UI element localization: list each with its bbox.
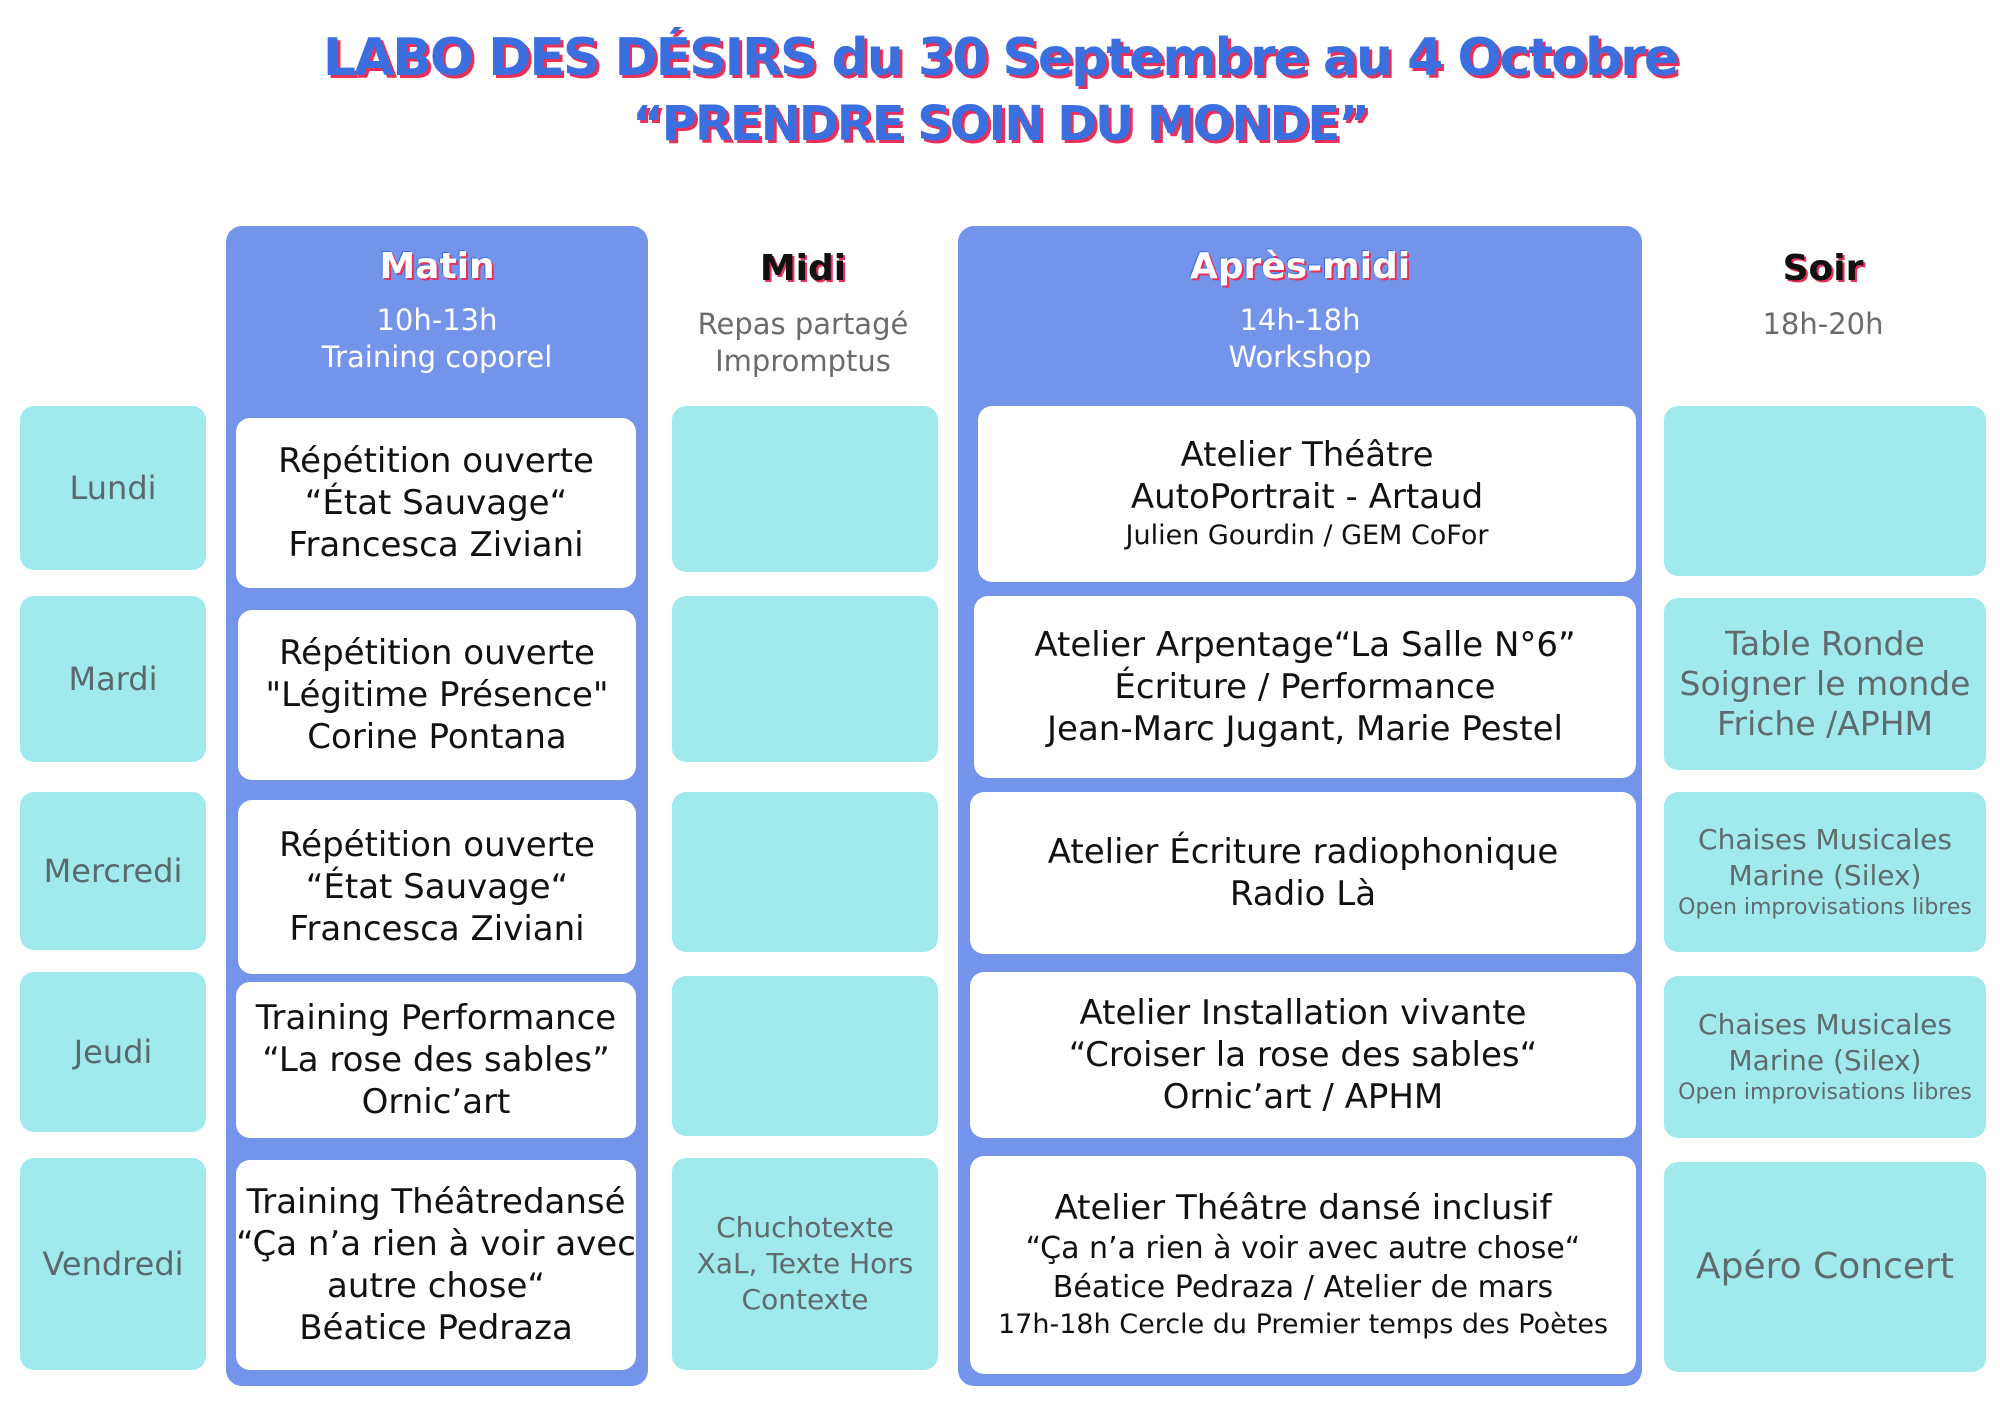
matin-hours: 10h-13h: [376, 303, 498, 337]
midi-event-title: Chuchotexte: [716, 1211, 894, 1244]
day-label-mercredi: Mercredi: [20, 792, 206, 950]
event-work: AutoPortrait - Artaud: [1130, 477, 1484, 517]
soir-cell-mardi: [1664, 598, 1986, 770]
soir-event-line: Marine (Silex): [1728, 859, 1922, 892]
midi-header: Midi: [759, 248, 847, 289]
event-title: Training Performance: [255, 998, 617, 1038]
event-work: “Ça n’a rien à voir avec autre chose“: [1025, 1231, 1581, 1266]
matin-cell-jeudi: [236, 982, 636, 1138]
event-work: “Croiser la rose des sables“: [1068, 1035, 1538, 1075]
apresmidi-cell-lundi: [978, 406, 1636, 582]
midi-cell-mercredi: [672, 792, 938, 952]
day-label-mardi: Mardi: [20, 596, 206, 762]
event-artist: Francesca Ziviani: [288, 525, 584, 565]
soir-event-line: Open improvisations libres: [1678, 1080, 1972, 1105]
soir-header: Soir: [1782, 248, 1864, 289]
apresmidi-cell-mercredi: [970, 792, 1636, 954]
event-artist: Julien Gourdin / GEM CoFor: [1125, 520, 1489, 551]
event-work-cont: autre chose“: [327, 1266, 545, 1306]
event-work: Écriture / Performance: [1114, 667, 1496, 707]
apresmidi-desc: Workshop: [1228, 340, 1372, 374]
matin-cell-lundi: [236, 418, 636, 588]
event-artist: Béatice Pedraza: [299, 1308, 573, 1348]
event-work: "Légitime Présence": [265, 675, 609, 715]
midi-cell-mardi: [672, 596, 938, 762]
apresmidi-subheader: [958, 302, 1642, 376]
event-title: Répétition ouverte: [279, 825, 595, 865]
soir-event-line: Marine (Silex): [1728, 1044, 1922, 1077]
soir-event-line: Open improvisations libres: [1678, 895, 1972, 920]
event-title: Training Théâtredansé: [246, 1182, 626, 1222]
apresmidi-cell-mardi: [974, 596, 1636, 778]
event-title: Répétition ouverte: [279, 633, 595, 673]
event-artist: Jean-Marc Jugant, Marie Pestel: [1047, 709, 1563, 749]
soir-event-title: Chaises Musicales: [1698, 823, 1952, 856]
event-title: Atelier Écriture radiophonique: [1047, 832, 1559, 872]
midi-cell-lundi: [672, 406, 938, 572]
event-artist: Francesca Ziviani: [289, 909, 585, 949]
event-title: Atelier Théâtre dansé inclusif: [1054, 1188, 1552, 1228]
soir-event-line: Soigner le monde: [1679, 664, 1971, 703]
page-title: LABO DES DÉSIRS du 30 Septembre au 4 Octobre: [322, 28, 1678, 88]
midi-cell-vendredi: [672, 1158, 938, 1370]
event-artist: Béatice Pedraza / Atelier de mars: [1052, 1270, 1554, 1305]
event-artist: Ornic’art / APHM: [1162, 1077, 1444, 1117]
matin-cell-vendredi: [236, 1160, 636, 1370]
soir-hours: 18h-20h: [1762, 307, 1884, 341]
event-artist: Radio Là: [1229, 874, 1377, 914]
day-label-jeudi: Jeudi: [20, 972, 206, 1132]
matin-subheader: [226, 302, 648, 376]
matin-desc: Training coporel: [321, 340, 553, 374]
apresmidi-cell-jeudi: [970, 972, 1636, 1138]
midi-line2: Impromptus: [715, 344, 891, 378]
soir-cell-jeudi: [1664, 976, 1986, 1138]
apresmidi-cell-vendredi: [970, 1156, 1636, 1374]
soir-cell-mercredi: [1664, 792, 1986, 952]
day-label-lundi: Lundi: [20, 406, 206, 570]
matin-cell-mardi: [238, 610, 636, 780]
apresmidi-header: Après-midi: [1189, 246, 1411, 287]
soir-event-title: Table Ronde: [1725, 624, 1925, 663]
midi-cell-jeudi: [672, 976, 938, 1136]
soir-cell-vendredi: [1664, 1162, 1986, 1372]
soir-event-title: Chaises Musicales: [1698, 1008, 1952, 1041]
event-work: “État Sauvage“: [305, 867, 569, 907]
event-artist: Corine Pontana: [307, 717, 567, 757]
event-artist: Ornic’art: [361, 1082, 511, 1122]
soir-event-line: Friche /APHM: [1716, 704, 1934, 743]
midi-line1: Repas partagé: [697, 307, 909, 341]
soir-subheader: [1662, 306, 1984, 343]
event-title: Atelier Installation vivante: [1079, 993, 1527, 1033]
event-extra: 17h-18h Cercle du Premier temps des Poètes: [997, 1309, 1609, 1340]
midi-event-line: XaL, Texte Hors: [696, 1247, 914, 1280]
soir-event-title: Apéro Concert: [1696, 1246, 1954, 1287]
event-work: “La rose des sables”: [262, 1040, 610, 1080]
midi-subheader: [668, 306, 938, 380]
soir-cell-lundi: [1664, 406, 1986, 576]
midi-event-line: Contexte: [741, 1283, 869, 1316]
matin-cell-mercredi: [238, 800, 636, 974]
day-label-vendredi: Vendredi: [20, 1158, 206, 1370]
apresmidi-hours: 14h-18h: [1239, 303, 1361, 337]
event-work: “État Sauvage“: [304, 483, 568, 523]
event-work: “Ça n’a rien à voir avec: [236, 1224, 636, 1264]
event-title: Atelier Arpentage“La Salle N°6”: [1034, 625, 1576, 665]
event-title: Atelier Théâtre: [1180, 435, 1434, 475]
event-title: Répétition ouverte: [278, 441, 594, 481]
page-subtitle: “PRENDRE SOIN DU MONDE”: [632, 96, 1368, 152]
matin-header: Matin: [379, 246, 495, 287]
